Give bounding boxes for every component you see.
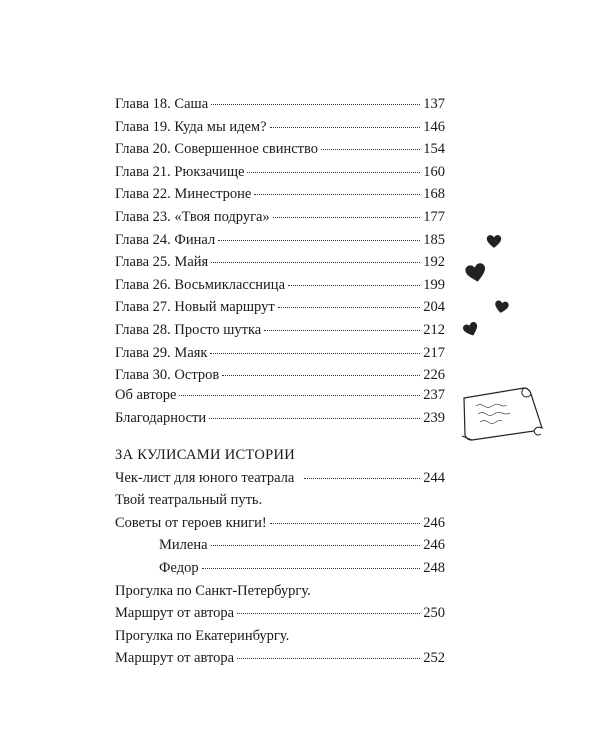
extras-list [115,384,445,429]
dot-leader [179,394,420,396]
entry-page: 248 [423,559,445,576]
entry-page: 217 [423,344,445,361]
dot-leader [237,657,420,659]
dot-leader [264,329,420,331]
toc-entry[interactable] [115,602,445,625]
entry-title: Глава 30. Остров [115,367,220,384]
entry-title: Об авторе [115,387,177,403]
entry-page: 192 [423,254,445,271]
dot-leader [321,148,420,150]
dot-leader [211,103,420,105]
toc-entry[interactable] [115,183,445,206]
entry-title: Глава 27. Новый маршрут [115,299,275,316]
dot-leader [288,284,420,286]
entry-title: Благодарности [115,409,207,426]
entry-page: 177 [423,208,445,225]
toc-entry[interactable] [115,116,445,139]
entry-page: 246 [423,537,445,554]
toc-entry[interactable] [115,296,445,319]
entry-title: Глава 25. Майя [115,254,209,271]
dot-leader [254,193,420,195]
entry-title: Федор [159,559,199,576]
entry-page: 226 [423,367,445,384]
entry-page: 246 [423,514,445,531]
entry-title: Глава 21. Рюкзачище [115,163,245,180]
entry-page: 212 [423,321,445,338]
entry-title: Прогулка по Екатеринбургу. [115,627,290,644]
toc-entry[interactable] [115,161,445,184]
section-heading: ЗА КУЛИСАМИ ИСТОРИИ [115,447,296,463]
heart-icon [494,300,509,314]
toc-entry[interactable] [115,407,445,430]
paper-note-icon [458,382,544,444]
heart-icon [463,322,479,337]
dot-leader [237,612,420,614]
toc-entry[interactable] [115,512,445,535]
entry-title: Милена [159,537,208,554]
entry-page: 154 [423,141,445,158]
toc-entry[interactable] [115,580,445,603]
toc-entry[interactable] [115,489,445,512]
entry-title: Чек-лист для юного театрала [115,469,295,486]
dot-leader [304,477,420,479]
behind-scenes-section [115,444,445,670]
dot-leader [218,239,420,241]
toc-entry[interactable] [115,342,445,365]
chapters-list [115,93,445,387]
entry-page: 237 [423,387,445,403]
dot-leader [247,171,420,173]
heart-icon [486,234,502,249]
toc-entry[interactable] [115,384,445,407]
heart-icon [465,263,487,283]
dot-leader [222,374,420,376]
toc-entry[interactable] [115,251,445,274]
toc-entry[interactable] [115,229,445,252]
entry-page: 185 [423,231,445,248]
toc-entry[interactable] [115,138,445,161]
entry-page: 199 [423,276,445,293]
entry-title: Глава 18. Саша [115,96,209,112]
entry-page: 250 [423,605,445,622]
entry-title: Глава 26. Восьмиклассница [115,276,285,293]
entry-page: 239 [423,409,445,426]
entry-page: 146 [423,118,445,135]
dot-leader [270,126,421,128]
entry-title: Глава 24. Финал [115,231,216,248]
entry-title: Глава 28. Просто шутка [115,321,262,338]
toc-entry[interactable] [115,534,445,557]
entry-title: Глава 19. Куда мы идем? [115,118,267,135]
toc-entry[interactable] [115,274,445,297]
toc-entry[interactable] [115,206,445,229]
entry-page: 244 [423,469,445,486]
entry-title: Глава 29. Маяк [115,344,208,361]
toc-entry[interactable] [115,319,445,342]
dot-leader [210,352,420,354]
entry-title: Советы от героев книги! [115,514,267,531]
entry-title: Прогулка по Санкт-Петербургу. [115,582,311,599]
entry-page: 168 [423,186,445,203]
toc-entry[interactable] [115,467,445,490]
entry-page: 137 [423,96,445,112]
dot-leader [273,216,421,218]
entry-page: 160 [423,163,445,180]
entry-title: Маршрут от автора [115,605,235,622]
entry-page: 252 [423,650,445,667]
toc-entry[interactable] [115,557,445,580]
toc-entry[interactable] [115,625,445,648]
entry-title: Глава 23. «Твоя подруга» [115,208,270,225]
dot-leader [211,544,421,546]
dot-leader [202,567,421,569]
entry-title: Твой театральный путь. [115,492,263,509]
dot-leader [209,417,420,419]
dot-leader [211,261,420,263]
entry-title: Глава 22. Минестроне [115,186,252,203]
dot-leader [270,522,421,524]
toc-entry[interactable] [115,647,445,670]
entry-page: 204 [423,299,445,316]
toc-entry[interactable] [115,93,445,116]
dot-leader [278,306,421,308]
entry-title: Глава 20. Совершенное свинство [115,141,318,158]
entry-title: Маршрут от автора [115,650,235,667]
